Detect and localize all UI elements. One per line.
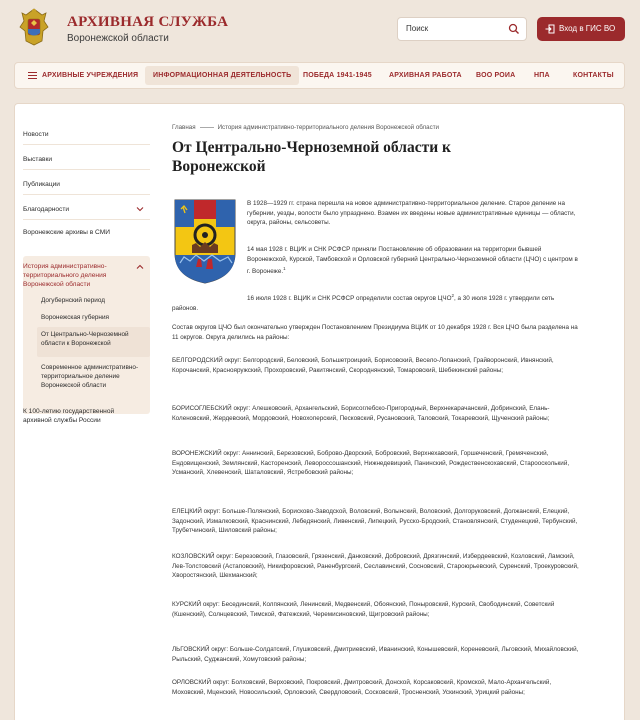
sidebar-item-media[interactable]: Воронежские архивы в СМИ	[23, 229, 110, 236]
district-name: КОЗЛОВСКИЙ	[172, 553, 215, 560]
paragraph-3	[172, 291, 582, 313]
district-paragraph	[172, 404, 582, 423]
nav-item-npa[interactable]: НПА	[534, 72, 550, 79]
district-paragraph	[172, 552, 582, 581]
sidebar-item-publications[interactable]: Публикации	[23, 181, 60, 188]
district-paragraph	[172, 645, 582, 664]
sidebar-subitem-modern[interactable]: Современное административно-территориальное деление Воронежской области	[41, 364, 139, 389]
login-label: Вход в ГИС ВО	[559, 24, 616, 33]
paragraph-2-text: 14 мая 1928 г. ВЦИК и СНК РСФСР приняли Постановление об образовании на территории бывшей Воронежской, Курской, Тамбовской и Орловской губерний Центрально-Черноземной области (ЦЧО) с центром в г. Воронеже.	[247, 246, 578, 276]
sidebar-item-history[interactable]: История административно-территориального деления Воронежской области	[23, 263, 107, 288]
menu-burger-icon[interactable]	[28, 72, 37, 79]
chevron-up-icon[interactable]	[136, 264, 144, 270]
sidebar-divider	[23, 194, 150, 195]
nav-item-archive-work[interactable]: АРХИВНАЯ РАБОТА	[389, 72, 462, 79]
district-list: округ: Березовский, Глазовский, Грязенский, Данковский, Добровский, Дрязгинский, Избердеевский, Козловский, Ламский, Лев-Толстовский (Астаповский), Никифоровский, Раненбургский, Сеславинский, Сосновский, Староюрьевский, Суренский, Троекуровский, Хворостянский, Шехманский;	[172, 553, 579, 580]
voronezh-region-emblem-icon[interactable]	[12, 5, 56, 49]
chevron-down-icon[interactable]	[136, 206, 144, 212]
district-list: округ: Больше-Полянский, Борисково-Заводской, Воловский, Волынский, Воловский, Долгоруковский, Должанский, Елецкий, Задонский, Измалковский, Краснинский, Лебедянский, Ливенский, Липецкий, Русско-Бродский, Становлянский, Студенецкий, Тербунский, Трубетчинский, Шиловский районы;	[172, 508, 578, 535]
district-list: округ: Белгородский, Беловский, Большетроицкий, Борисовский, Весело-Лопанский, Грайворонский, Ивнянский, Корочанский, Краснояружский, Прохоровский, Ракитянский, Скороднянский, Томаровский, Шебекинский районы;	[172, 357, 554, 374]
search-icon[interactable]	[508, 23, 520, 35]
search-input[interactable]	[397, 17, 527, 41]
district-list: округ: Болховский, Верховский, Покровский, Дмитровский, Донской, Корсаковский, Кромской, Мало-Архангельский, Моховский, Мценский, Новосильский, Орловский, Свердловский, Сосковский, Тросненский, Ускинский, Урицкий районы;	[172, 679, 552, 696]
nav-item-archives[interactable]: АРХИВНЫЕ УЧРЕЖДЕНИЯ	[42, 72, 139, 79]
breadcrumb-current: История административно-территориального деления Воронежской области	[217, 124, 439, 131]
search-placeholder: Поиск	[406, 24, 429, 33]
district-name: ЛЬГОВСКИЙ	[172, 646, 210, 653]
district-list: округ: Бесединский, Колпянский, Ленинский, Медвенский, Обоянский, Поныровский, Курский, Свободинский, Советский (Кшенский), Солнцевский, Тимской, Фатежский, Черемисиновский, Щигровский районы;	[172, 601, 555, 618]
district-name: ОРЛОВСКИЙ	[172, 679, 212, 686]
site-title[interactable]: АРХИВНАЯ СЛУЖБА	[67, 14, 229, 30]
district-name: БОРИСОГЛЕБСКИЙ	[172, 405, 232, 412]
sidebar-divider	[23, 169, 150, 170]
sidebar-subitem-gubernia[interactable]: Воронежская губерния	[41, 314, 109, 321]
nav-item-voo-roia[interactable]: ВОО РОИА	[476, 72, 516, 79]
sidebar-item-100-years[interactable]: К 100-летию государственной архивной службы России	[23, 408, 115, 424]
footnote-ref-1[interactable]: 1	[283, 266, 286, 272]
paragraph-1: В 1928—1929 гг. страна перешла на новое административно-территориальное деление. Старое деление на губернии, уезды, волости было упразднено. Взамен их введены новые административные единицы — области, округа, районы, сельсоветы.	[247, 200, 576, 227]
district-list: округ: Аннинский, Березовский, Боброво-Дворский, Бобровский, Верхнехавский, Горшеченский, Гремяченский, Ендовищенский, Землянский, Касторенский, Левороссошанский, Нижнедевицкий, Панинский, Рождественскохавский, Староосколький, Усманский, Хлевенский, Шаталовский, Ястребовский районы;	[172, 450, 570, 477]
login-button[interactable]	[537, 17, 625, 41]
district-paragraph	[172, 678, 582, 697]
page-title: От Центрально-Черноземной области к Воронежской	[172, 139, 451, 175]
footnote-ref-2[interactable]: 2	[451, 293, 455, 298]
main-navigation	[14, 62, 625, 89]
nav-item-victory[interactable]: ПОБЕДА 1941-1945	[303, 72, 372, 79]
sidebar-subitem-pre-gubernia[interactable]: Догубернский период	[41, 297, 105, 304]
district-paragraph	[172, 449, 582, 478]
site-subtitle: Воронежской области	[67, 33, 169, 44]
district-paragraph	[172, 507, 582, 536]
breadcrumb	[172, 124, 439, 131]
district-name: БЕЛГОРОДСКИЙ	[172, 357, 223, 364]
paragraph-3-text: 16 июля 1928 г. ВЦИК и СНК РСФСР определили состав округов ЦЧО	[247, 295, 452, 303]
paragraph-2	[247, 245, 581, 277]
nav-item-contacts[interactable]: КОНТАКТЫ	[573, 72, 614, 79]
sidebar-divider	[23, 144, 150, 145]
site-header	[0, 0, 640, 60]
district-name: КУРСКИЙ	[172, 601, 202, 608]
sidebar-item-news[interactable]: Новости	[23, 131, 49, 138]
district-paragraph	[172, 600, 582, 619]
sidebar-item-exhibitions[interactable]: Выставки	[23, 156, 53, 163]
district-list: округ: Алешковский, Архангельский, Борисоглебско-Пригородный, Верхнекарачанский, Добринский, Елань-Коленовский, Жердевский, Мордовский, Новохоперский, Песковский, Русановский, Таловский, Токаревский, Щученский районы;	[172, 405, 550, 422]
sidebar-divider	[23, 219, 150, 220]
nav-item-info-activity[interactable]: ИНФОРМАЦИОННАЯ ДЕЯТЕЛЬНОСТЬ	[145, 66, 299, 85]
paragraph-4: Состав округов ЦЧО был окончательно утвержден Постановлением Президиума ВЦИК от 10 декабря 1928 г. Вся ЦЧО была разделена на 11 округов. Округа делились на районы:	[172, 324, 578, 341]
sidebar-subitem-cco-to-voronezh[interactable]: От Центрально-Черноземной области к Воронежской	[41, 331, 129, 347]
district-name: ВОРОНЕЖСКИЙ	[172, 450, 222, 457]
district-name: ЕЛЕЦКИЙ	[172, 508, 202, 515]
sidebar-item-thanks[interactable]: Благодарности	[23, 206, 70, 213]
paragraph-3-text-end: , а 30 июля 1928 г. утвердили сеть районов.	[172, 295, 555, 312]
district-paragraph	[172, 356, 582, 375]
district-list: округ: Больше-Солдатский, Глушковский, Дмитриевский, Иванинский, Конышевский, Кореневский, Льговский, Михайловский, Рыльский, Суджанский, Хомутовский районы;	[172, 646, 579, 663]
login-icon	[545, 24, 555, 34]
breadcrumb-home[interactable]: Главная	[172, 124, 196, 131]
coat-of-arms-image	[172, 197, 238, 285]
